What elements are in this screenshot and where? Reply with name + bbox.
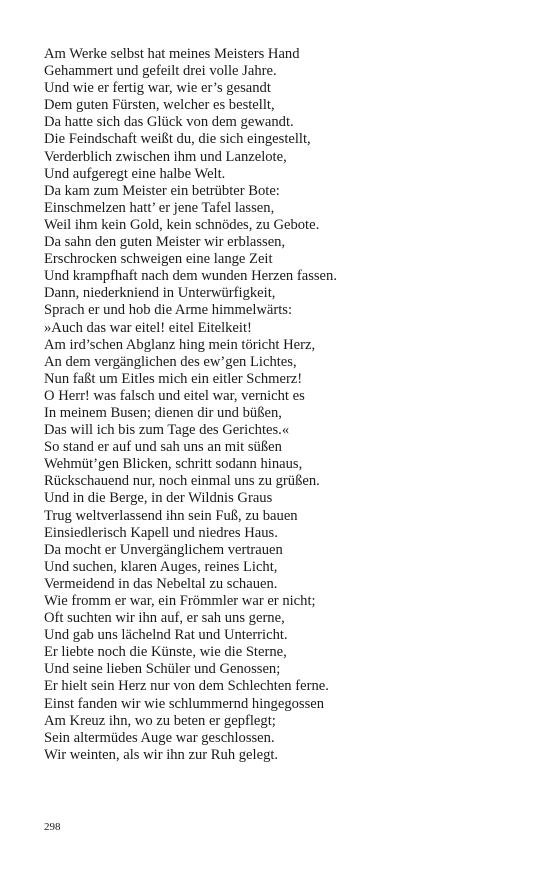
poem-line: Erschrocken schweigen eine lange Zeit xyxy=(44,251,273,268)
poem-text xyxy=(44,46,337,764)
poem-line: Dem guten Fürsten, welcher es bestellt, xyxy=(44,97,275,114)
poem-line: Gehammert und gefeilt drei volle Jahre. xyxy=(44,63,277,80)
poem-line: Einst fanden wir wie schlummernd hingegossen xyxy=(44,695,325,712)
poem-line: Und wie er fertig war, wie er’s gesandt xyxy=(44,80,271,97)
poem-line: Rückschauend nur, noch einmal uns zu grüßen. xyxy=(44,473,320,490)
poem-line: Wir weinten, als wir ihn zur Ruh gelegt. xyxy=(44,746,279,763)
poem-line: Er liebte noch die Künste, wie die Sterne, xyxy=(44,644,287,661)
poem-line: Das will ich bis zum Tage des Gerichtes.« xyxy=(44,422,290,439)
poem-line: Weil ihm kein Gold, kein schnödes, zu Gebote. xyxy=(44,216,320,233)
poem-line: »Auch das war eitel! eitel Eitelkeit! xyxy=(44,319,252,336)
poem-line: So stand er auf und sah uns an mit süßen xyxy=(44,439,282,456)
poem-line: Verderblich zwischen ihm und Lanzelote, xyxy=(44,148,287,165)
poem-line: Da hatte sich das Glück von dem gewandt. xyxy=(44,114,294,131)
poem-line: Wie fromm er war, ein Frömmler war er nicht; xyxy=(44,593,316,609)
poem-line: Und in die Berge, in der Wildnis Graus xyxy=(44,490,273,507)
poem-line: Am Werke selbst hat meines Meisters Hand xyxy=(44,46,300,62)
poem-line: In meinem Busen; dienen dir und büßen, xyxy=(44,404,282,421)
poem-line: Und gab uns lächelnd Rat und Unterricht. xyxy=(44,627,288,644)
poem-line: Trug weltverlassend ihn sein Fuß, zu bauen xyxy=(44,507,298,524)
poem-line: Am Kreuz ihn, wo zu beten er gepflegt; xyxy=(44,712,276,729)
poem-line: Sprach er und hob die Arme himmelwärts: xyxy=(44,302,293,319)
poem-line: Einschmelzen hatt’ er jene Tafel lassen, xyxy=(44,199,275,216)
poem-line: An dem vergänglichen des ew’gen Lichtes, xyxy=(44,353,297,370)
poem-line: Da sahn den guten Meister wir erblassen, xyxy=(44,234,286,251)
poem-line: Vermeidend in das Nebeltal zu schauen. xyxy=(44,575,278,592)
poem-line: Er hielt sein Herz nur von dem Schlechten ferne. xyxy=(44,678,329,695)
poem-line: Oft suchten wir ihn auf, er sah uns gerne, xyxy=(44,610,285,627)
poem-line: Wehmüt’gen Blicken, schritt sodann hinaus, xyxy=(44,456,303,473)
poem-line: Und seine lieben Schüler und Genossen; xyxy=(44,661,281,678)
poem-line: Sein altermüdes Auge war geschlossen. xyxy=(44,729,275,746)
poem-line: O Herr! was falsch und eitel war, vernicht es xyxy=(44,387,305,404)
poem-line: Nun faßt um Eitles mich ein eitler Schmerz! xyxy=(44,370,303,387)
poem-line: Und suchen, klaren Auges, reines Licht, xyxy=(44,558,278,575)
poem-line: Da kam zum Meister ein betrübter Bote: xyxy=(44,182,280,199)
poem-line: Dann, niederkniend in Unterwürfigkeit, xyxy=(44,285,276,302)
poem-line: Einsiedlerisch Kapell und niedres Haus. xyxy=(44,524,278,541)
poem-line: Und aufgeregt eine halbe Welt. xyxy=(44,165,226,182)
poem-line: Und krampfhaft nach dem wunden Herzen fassen. xyxy=(44,268,337,285)
poem-line: Die Feindschaft weißt du, die sich eingestellt, xyxy=(44,131,311,148)
poem-line: Am ird’schen Abglanz hing mein töricht Herz, xyxy=(44,336,316,353)
page-number: 298 xyxy=(44,821,61,833)
poem-line: Da mocht er Unvergänglichem vertrauen xyxy=(44,541,283,558)
